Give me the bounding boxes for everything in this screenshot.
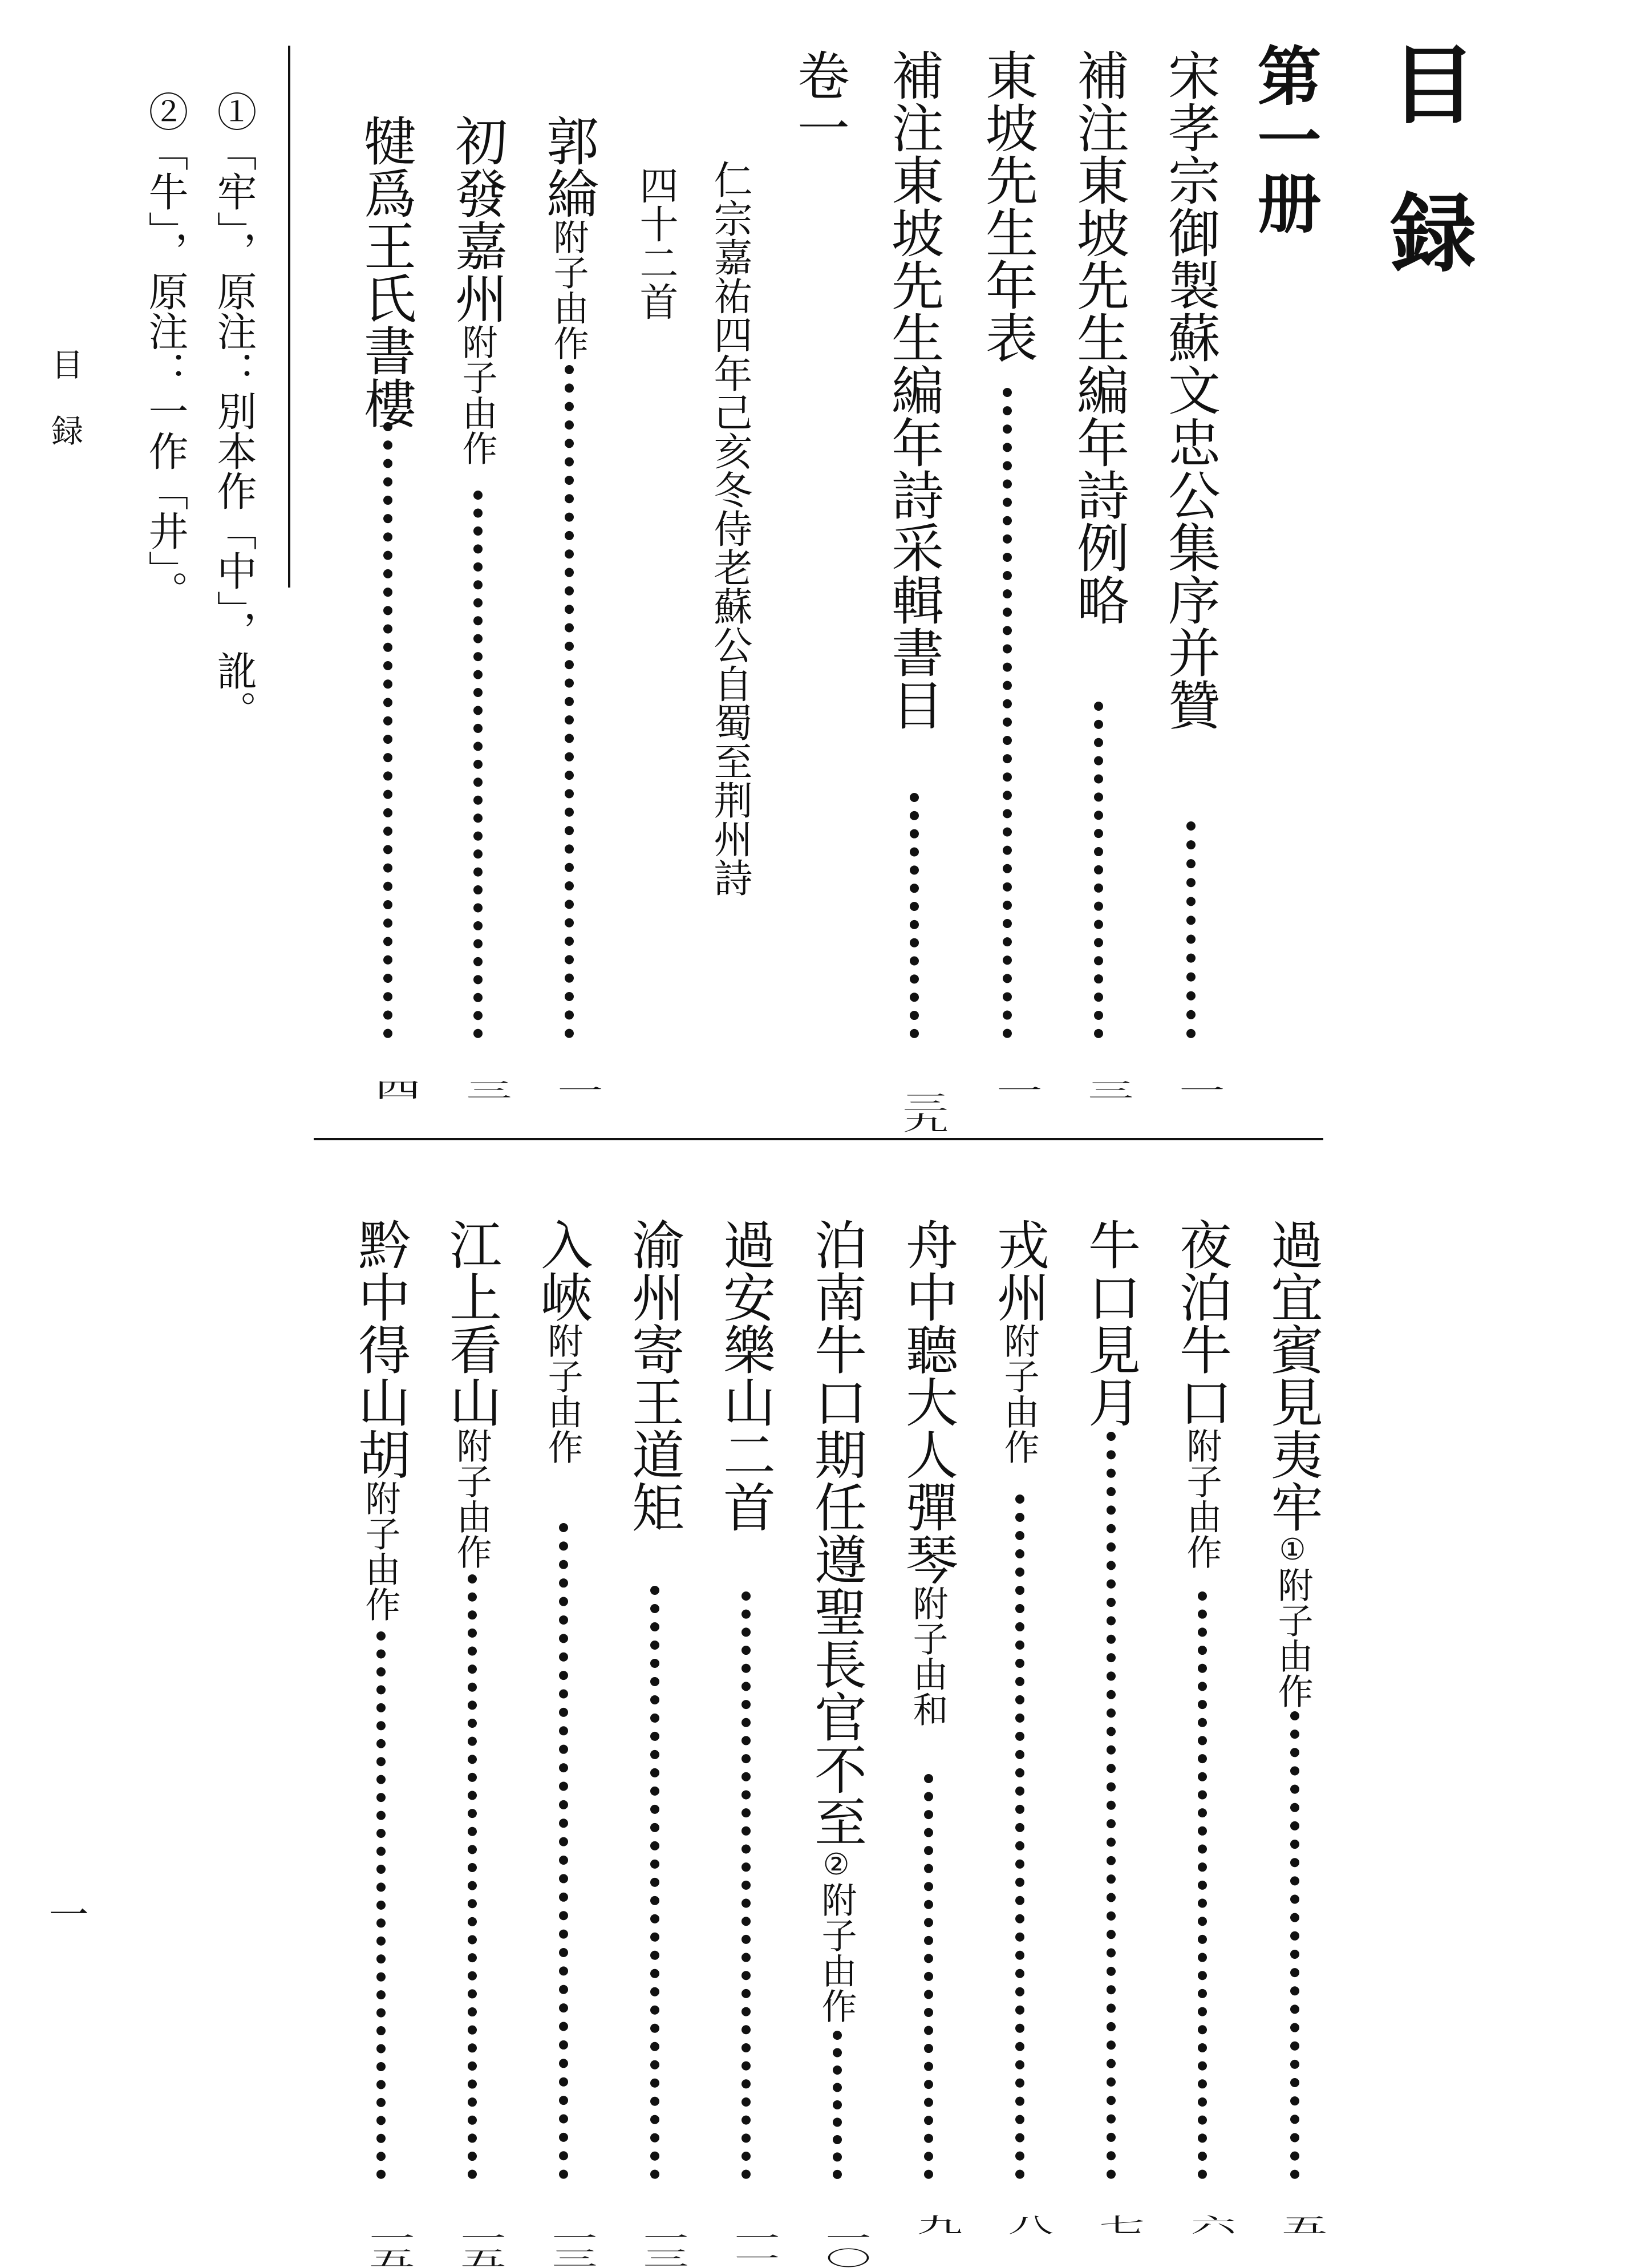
poem-title: 泊南牛口期任遵聖長官不至 (806, 1218, 867, 1848)
poem-annotation: 附子由作 (1272, 1567, 1314, 1708)
page-number: 一五 (453, 2227, 506, 2268)
leader-dots (910, 793, 919, 1038)
poem-title: 渝州寄王道矩 (623, 1218, 684, 1533)
leader-dots (1198, 1591, 1207, 2179)
section-title: 仁宗嘉祐四年己亥冬侍老蘇公自蜀至荆州詩 (707, 160, 752, 897)
page-number: 一 (550, 1079, 603, 1100)
toc-entry-poem (1080, 1218, 1141, 1428)
poem-annotation: 附子由作 (359, 1480, 401, 1622)
toc-entry-poem (355, 114, 416, 429)
toc-entry-guide: 補注東坡先生編年詩例略 (1068, 48, 1129, 626)
toc-entry-poem (1171, 1218, 1232, 1569)
poem-title: 犍爲王氏書樓 (355, 114, 416, 429)
footnote-rule (288, 46, 290, 588)
page-number: 五 (1274, 2214, 1327, 2235)
poem-annotation: 附子由作 (816, 1882, 857, 2023)
poem-title: 舟中聽大人彈琴 (897, 1218, 958, 1585)
poem-title: 牛口見月 (1080, 1218, 1141, 1428)
leader-dots (565, 365, 574, 1038)
footnote-mark: ① (210, 91, 257, 131)
toc-entry-bibliography: 補注東坡先生編年詩采輯書目 (883, 48, 944, 731)
poem-annotation: 附子由作 (548, 219, 589, 361)
poem-title: 初發嘉州 (447, 114, 508, 324)
juan-heading: 卷一 (789, 48, 850, 153)
toc-entry-poem (1262, 1218, 1323, 1708)
toc-entry-poem (988, 1218, 1050, 1464)
footnote-ref: ① (1275, 1533, 1310, 1567)
leader-dots (1107, 1432, 1116, 2179)
footnote (142, 91, 189, 610)
page-number: 三 (459, 1079, 512, 1100)
toc-entry-poem (623, 1218, 684, 1533)
toc-entry-poem (447, 114, 508, 465)
toc-entry-poem (806, 1218, 867, 2023)
poem-annotation: 附子由作 (1181, 1428, 1222, 1569)
page-number: 一五 (362, 2227, 415, 2268)
section-count: 四十二首 (633, 165, 678, 321)
leader-dots (468, 1574, 477, 2179)
leader-dots (1290, 1711, 1299, 2179)
poem-title: 過宜賓見夷牢 (1262, 1218, 1323, 1533)
leader-dots (741, 1591, 751, 2179)
toc-entry-poem (538, 114, 599, 361)
poem-title: 夜泊牛口 (1171, 1218, 1232, 1428)
footnote-text: 「牛」，原注：一作「井」。 (142, 131, 189, 610)
leader-dots (650, 1586, 659, 2179)
page-number: 一 (989, 1079, 1042, 1100)
leader-dots (1015, 1495, 1024, 2179)
poem-annotation: 附子由作 (542, 1323, 584, 1464)
half-divider (314, 1138, 1323, 1140)
leader-dots (924, 1774, 933, 2179)
running-head: 目録 (46, 348, 83, 480)
page-number: 九 (909, 2214, 962, 2235)
page-title: 目録 (1376, 40, 1476, 337)
page-number: 一 (1172, 1079, 1225, 1100)
page-number: 一一 (727, 2227, 780, 2268)
leader-dots (473, 491, 483, 1038)
folio: 一 (42, 1894, 89, 1934)
page-number: 七 (1092, 2214, 1145, 2235)
page-number: 一三 (544, 2227, 597, 2268)
poem-title: 黔中得山胡 (350, 1218, 411, 1480)
toc-entry-chronology: 東坡先生年表 (977, 48, 1038, 363)
poem-annotation: 附子由作 (451, 1428, 492, 1569)
footnote-ref: ② (819, 1848, 853, 1882)
toc-entry-poem (715, 1218, 776, 1533)
page-number: 一〇 (818, 2227, 871, 2268)
leader-dots (1186, 821, 1196, 1038)
leader-dots (376, 1631, 386, 2179)
page-number: 三 (1080, 1079, 1133, 1100)
toc-entry-preface: 宋孝宗御製蘇文忠公集序并贊 (1160, 48, 1221, 731)
poem-annotation: 附子由和 (907, 1585, 949, 1727)
leader-dots (1003, 388, 1012, 1038)
page-number: 六 (1183, 2214, 1236, 2235)
footnote-text: 「牢」，原注：別本作「中」，訛。 (210, 131, 257, 730)
poem-title: 入峽 (532, 1218, 593, 1323)
toc-entry-poem (532, 1218, 593, 1464)
volume-heading: 第一册 (1247, 43, 1322, 234)
page-number: 一三 (635, 2227, 688, 2268)
leader-dots (383, 422, 392, 1038)
leader-dots (1094, 702, 1103, 1038)
page-number: 四 (367, 1079, 420, 1100)
page-number: 八 (1000, 2214, 1053, 2235)
poem-annotation: 附子由作 (456, 324, 498, 465)
toc-entry-poem (441, 1218, 502, 1569)
leader-dots (559, 1523, 568, 2179)
footnote-mark: ② (142, 91, 189, 131)
footnote (210, 91, 257, 730)
page-number: 三九 (895, 1092, 948, 1133)
leader-dots (833, 2031, 842, 2179)
poem-title: 過安樂山二首 (715, 1218, 776, 1533)
poem-title: 郭綸 (538, 114, 599, 219)
poem-annotation: 附子由作 (998, 1323, 1040, 1464)
toc-entry-poem (350, 1218, 411, 1622)
toc-entry-poem (897, 1218, 958, 1727)
poem-title: 戎州 (988, 1218, 1050, 1323)
poem-title: 江上看山 (441, 1218, 502, 1428)
